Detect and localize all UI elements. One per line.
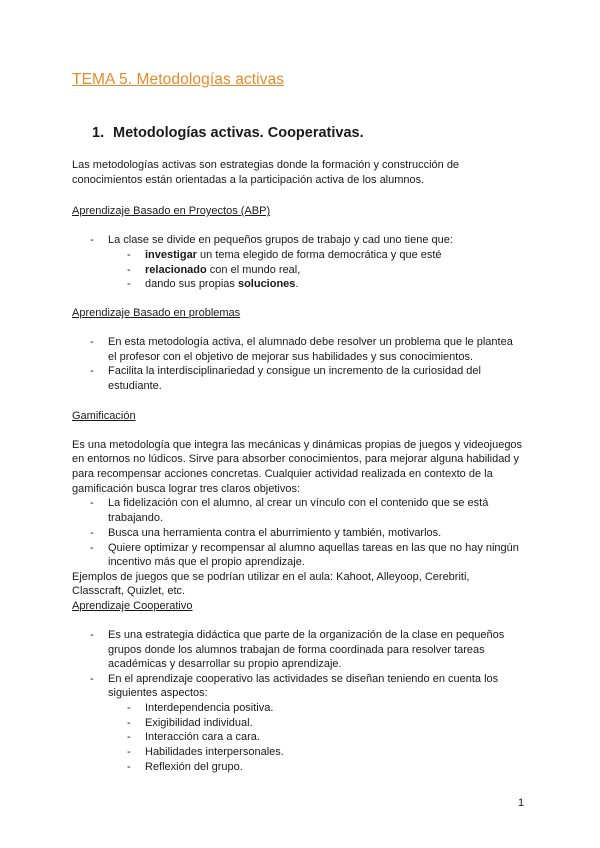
cooperativo-bullet-1-line-2: grupos donde los alumnos trabajan de forma coordinada para resolver tareas [108,644,485,656]
cooperativo-bullet-2-line-1: - En el aprendizaje cooperativo las actividades se diseñan teniendo en cuenta los [90,673,499,685]
gamificacion-bullet-1-line-1: - La fidelización con el alumno, al crear un vínculo con el contenido que se está [90,497,489,509]
cooperativo-bullet-1-line-1: - Es una estrategia didáctica que parte de la organización de la clase en pequeños [90,629,505,641]
problemas-bullet-2-line-2: estudiante. [108,380,162,392]
abp-sub-item-3: - dando sus propias soluciones. [127,278,299,290]
page-title: TEMA 5. Metodologías activas [72,71,285,88]
page-number: 1 [518,797,525,809]
gamificacion-bullet-3-line-1: - Quiere optimizar y recompensar al alumno aquellas tareas en las que no hay ningún [90,542,519,554]
gamificacion-examples-line-2: Classcraft, Quizlet, etc. [72,585,186,597]
cooperativo-bullet-1-line-3: académicas y desarrollar su propio aprendizaje. [108,658,342,670]
abp-sub-item-1: - investigar un tema elegido de forma democrática y que esté [127,249,442,261]
cooperativo-bullet-2-line-2: siguientes aspectos: [108,687,208,699]
gamificacion-examples-line-1: Ejemplos de juegos que se podrían utilizar en el aula: Kahoot, Alleyoop, Cerebriti, [72,571,470,583]
intro-line-1: Las metodologías activas son estrategias donde la formación y construcción de [72,159,460,171]
problemas-bullet-1-line-1: - En esta metodología activa, el alumnado debe resolver un problema que le plantea [90,336,513,348]
gamificacion-bullet-1-line-2: trabajando. [108,512,164,524]
gamificacion-paragraph-line-4: gamificación busca lograr tres claros objetivos: [72,483,301,495]
gamificacion-bullet-3-line-2: incentivo más que el propio aprendizaje. [108,556,305,568]
gamificacion-paragraph-line-2: en entornos no lúdicos. Sirve para absorber conocimientos, para mejorar alguna habilidad y [72,453,519,465]
gamificacion-heading: Gamificación [72,410,136,422]
cooperativo-aspect-item: - Reflexión del grupo. [127,761,243,773]
cooperativo-aspect-item: - Interdependencia positiva. [127,702,274,714]
problemas-bullet-1-line-2: el profesor con el objetivo de mejorar sus habilidades y sus conocimientos. [108,351,474,363]
gamificacion-paragraph-line-3: para recompensar acciones concretas. Cualquier actividad realizada en contexto de la [72,468,493,480]
gamificacion-paragraph-line-1: Es una metodología que integra las mecánicas y dinámicas propias de juegos y videojuegos [72,439,523,451]
problemas-bullet-2-line-1: - Facilita la interdisciplinariedad y consigue un incremento de la curiosidad del [90,365,481,377]
abp-heading: Aprendizaje Basado en Proyectos (ABP) [72,205,271,217]
section-heading-text: Metodologías activas. Cooperativas. [113,125,364,141]
intro-line-2: conocimientos están orientadas a la participación activa de los alumnos. [72,174,425,186]
gamificacion-bullet-2: - Busca una herramienta contra el aburrimiento y también, motivarlos. [90,527,442,539]
section-heading [92,125,364,141]
cooperativo-aspect-item: - Exigibilidad individual. [127,717,253,729]
abp-bullet: - La clase se divide en pequeños grupos de trabajo y cad uno tiene que: [90,234,453,246]
cooperativo-aspect-item: - Interacción cara a cara. [127,731,260,743]
cooperativo-aspect-item: - Habilidades interpersonales. [127,746,284,758]
cooperativo-heading: Aprendizaje Cooperativo [72,600,193,612]
abp-sub-item-2: - relacionado con el mundo real, [127,264,301,276]
problemas-heading: Aprendizaje Basado en problemas [72,307,241,319]
section-number: 1. [92,125,105,141]
